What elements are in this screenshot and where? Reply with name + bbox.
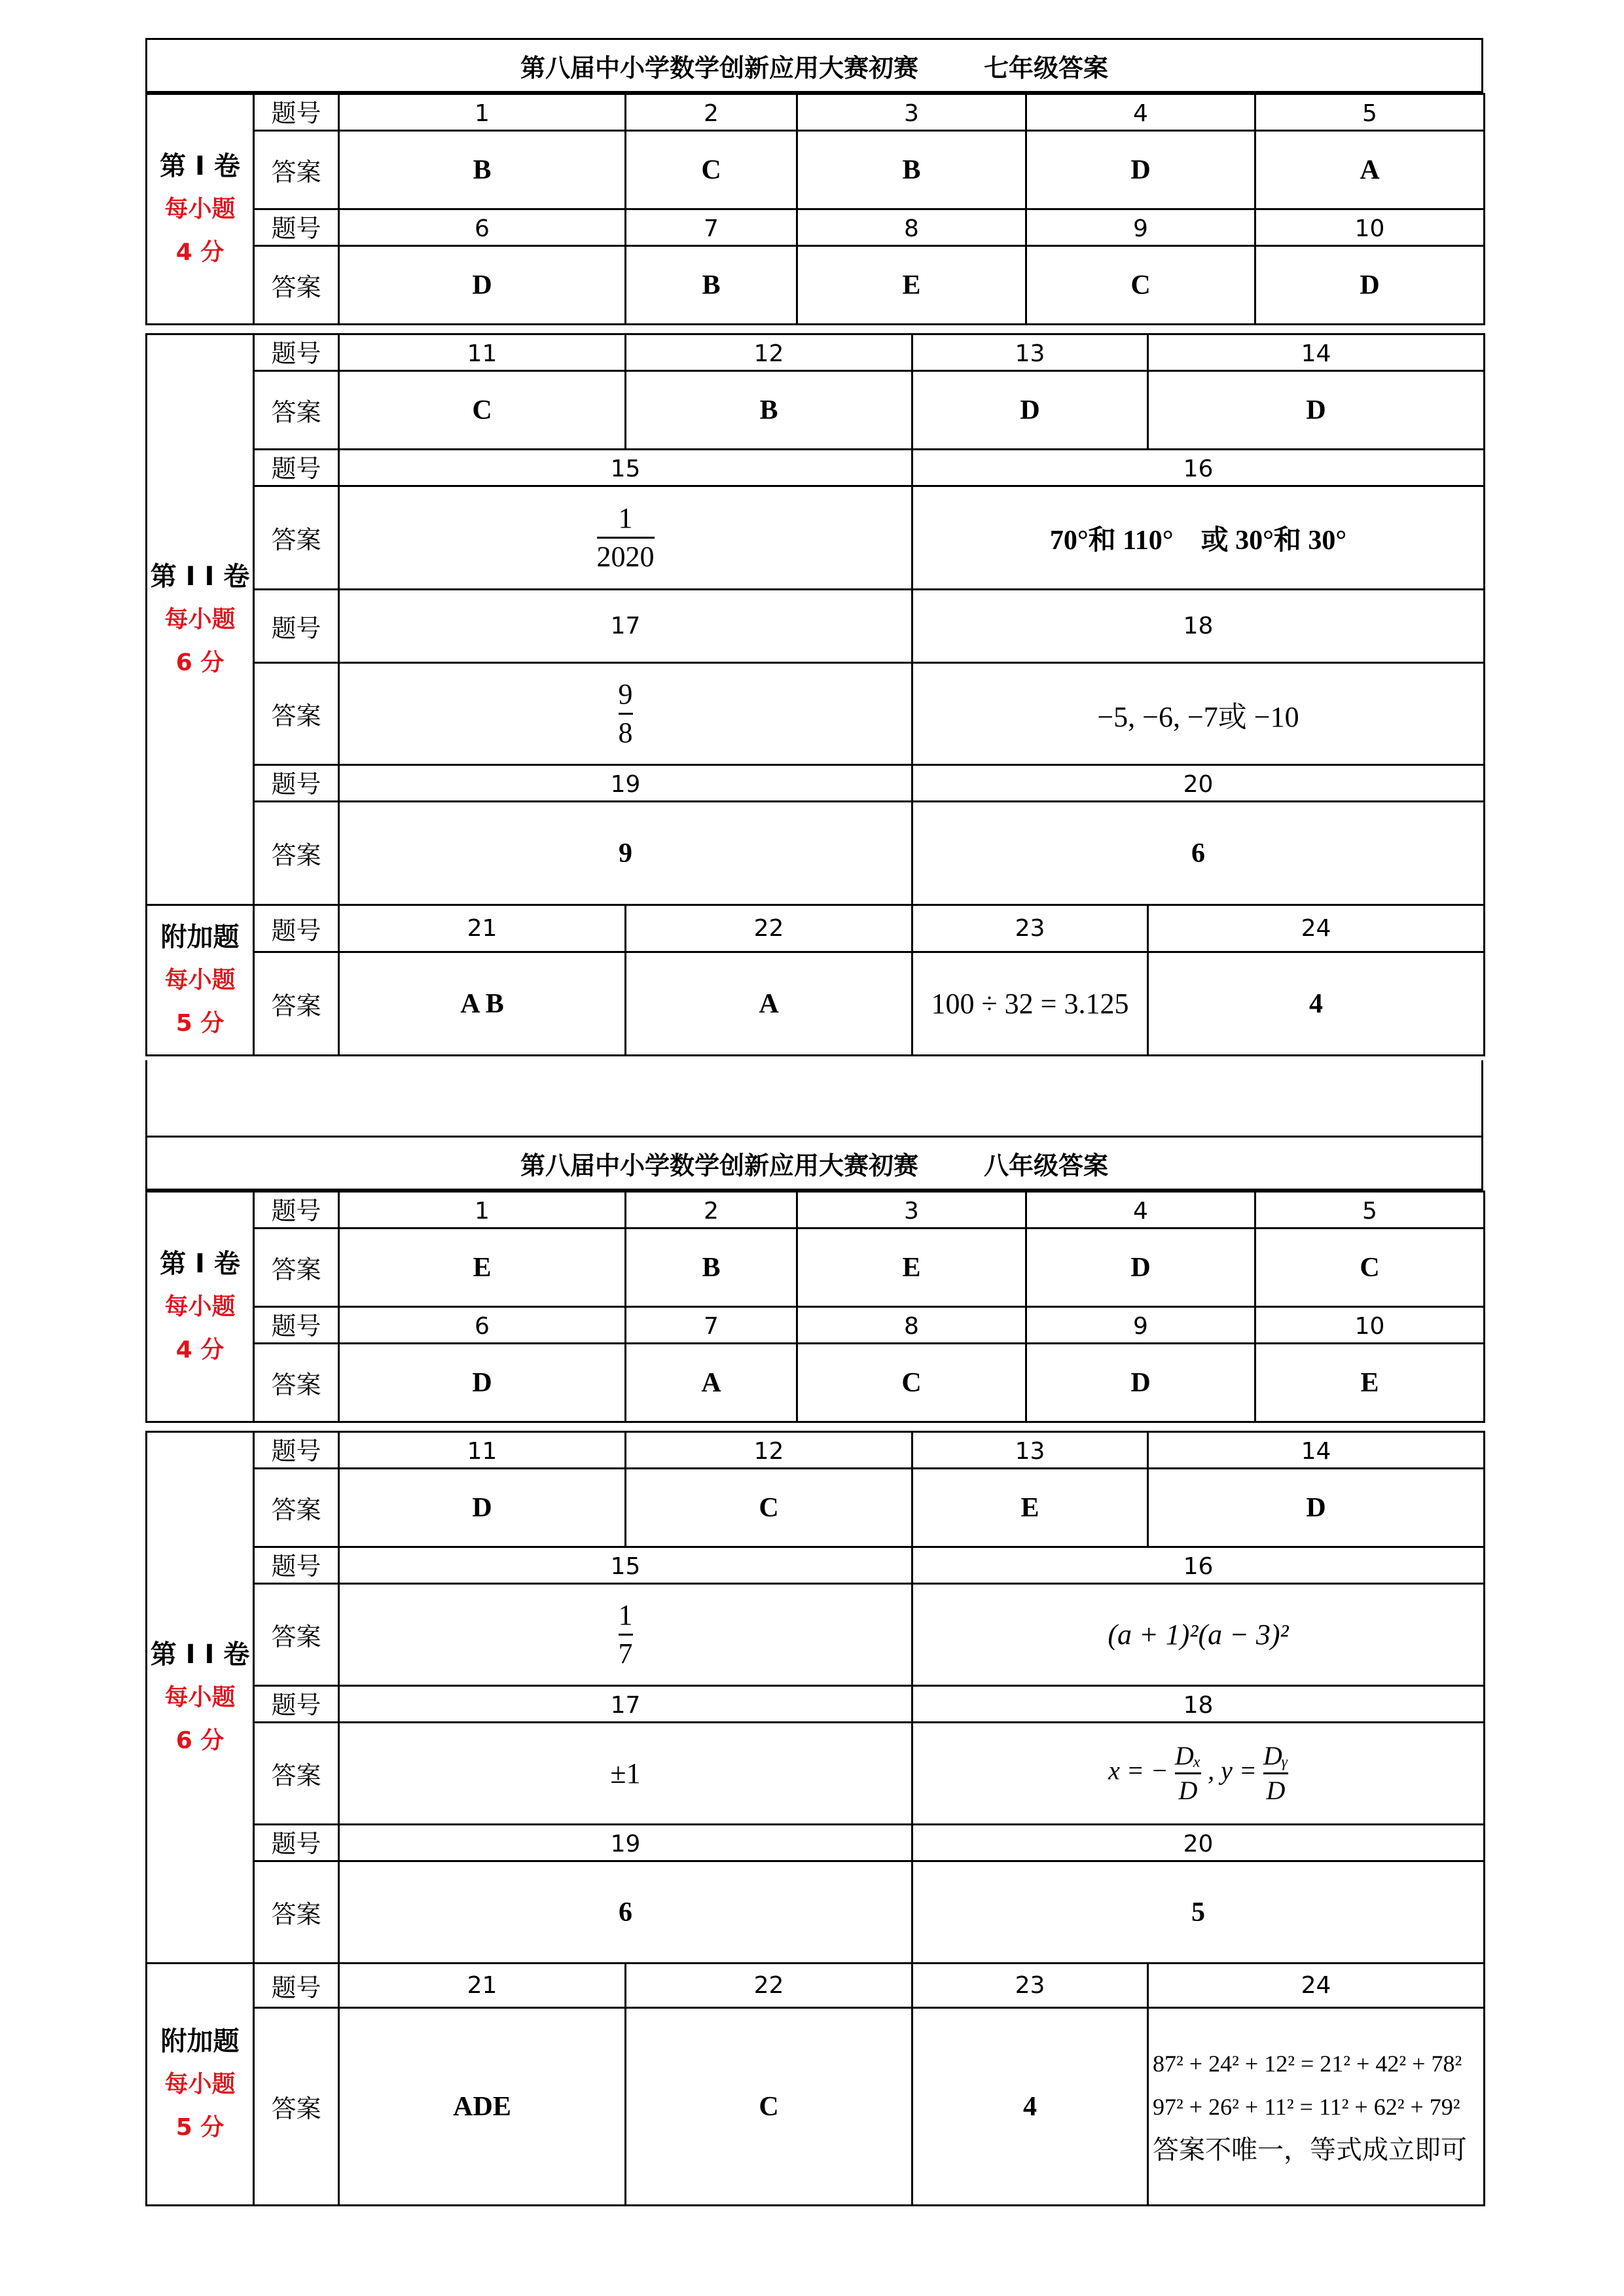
grade8-part2-table <box>145 1431 1485 2206</box>
ans-label: 答案 <box>254 1344 339 1422</box>
qn-label: 题号 <box>254 94 339 131</box>
grade8-header-table <box>145 1136 1483 1191</box>
answer-cell-24 <box>1148 2008 1485 2206</box>
question-number: 3 <box>797 94 1026 131</box>
question-number: 18 <box>912 1686 1485 1723</box>
answer-cell: 4 <box>1148 952 1485 1056</box>
answer-cell: D <box>339 246 626 325</box>
question-number: 23 <box>912 905 1148 952</box>
question-number: 4 <box>1026 1192 1255 1229</box>
grade7-part1-table <box>145 93 1485 325</box>
fraction: $\frac{1}{7}$ <box>618 1599 633 1670</box>
grade7-sheet <box>145 38 1483 1056</box>
question-number: 7 <box>626 209 797 246</box>
answer-cell: 70°和 110° 或 30°和 30° <box>912 486 1485 590</box>
ans-label: 答案 <box>254 371 339 450</box>
ans-label: 答案 <box>254 802 339 905</box>
question-number: 1 <box>339 1192 626 1229</box>
fraction: $\frac{\text{Dᵧ}}{D}$ <box>1263 1741 1288 1805</box>
question-number: 2 <box>626 94 797 131</box>
question-number: 18 <box>912 590 1485 663</box>
question-number: 2 <box>626 1192 797 1229</box>
question-number: 15 <box>339 450 912 486</box>
answer-cell: (a + 1)²(a − 3)² <box>912 1584 1485 1686</box>
question-number: 5 <box>1255 1192 1485 1229</box>
question-number: 1 <box>339 94 626 131</box>
answer-cell: A B <box>339 952 626 1056</box>
answer-cell: D <box>339 1344 626 1422</box>
qn-label: 题号 <box>254 334 339 371</box>
grade8-sheet <box>145 1136 1483 2206</box>
answer-cell: 6 <box>339 1861 912 1964</box>
question-number: 11 <box>339 1432 626 1469</box>
answer-cell: −5, −6, −7或 −10 <box>912 663 1485 765</box>
question-number: 12 <box>626 1432 912 1469</box>
question-number: 4 <box>1026 94 1255 131</box>
ans-label: 答案 <box>254 1584 339 1686</box>
answer-cell: B <box>797 131 1026 209</box>
question-number: 6 <box>339 209 626 246</box>
question-number: 14 <box>1148 1432 1485 1469</box>
answer-cell: E <box>797 246 1026 325</box>
spacer-band <box>145 1060 1483 1138</box>
answer-cell: C <box>626 131 797 209</box>
answer-cell: ±1 <box>339 1723 912 1825</box>
grade8-sec1-label: 第 I 卷 每小题 4 分 <box>147 1192 254 1422</box>
answer-cell: B <box>339 131 626 209</box>
ans-label: 答案 <box>254 131 339 209</box>
ans-label: 答案 <box>254 1723 339 1825</box>
question-number: 22 <box>626 905 912 952</box>
grade8-sec2-label: 第 I I 卷 每小题 6 分 <box>147 1432 254 1964</box>
answer-cell: D <box>1148 1469 1485 1547</box>
grade7-title: 第八届中小学数学创新应用大赛初赛 七年级答案 <box>147 39 1483 92</box>
answer-cell <box>339 663 912 765</box>
ans-label: 答案 <box>254 246 339 325</box>
question-number: 17 <box>339 590 912 663</box>
grade7-sec3-label: 附加题 每小题 5 分 <box>147 905 254 1056</box>
question-number: 10 <box>1255 1307 1485 1344</box>
answer-line: 97² + 26² + 11² = 11² + 62² + 79² <box>1153 2093 1460 2120</box>
qn-label: 题号 <box>254 1432 339 1469</box>
question-number: 11 <box>339 334 626 371</box>
answer-cell: B <box>626 371 912 450</box>
answer-cell <box>339 486 912 590</box>
fraction: $\frac{1}{2020}$ <box>596 502 655 573</box>
question-number: 9 <box>1026 1307 1255 1344</box>
question-number: 16 <box>912 1547 1485 1584</box>
answer-cell: E <box>912 1469 1148 1547</box>
question-number: 13 <box>912 1432 1148 1469</box>
question-number: 21 <box>339 1964 626 2008</box>
qn-label: 题号 <box>254 1307 339 1344</box>
answer-cell: x = − $\frac{\text{Dₓ}}{D}$ , y = $\frac{\text{Dᵧ}}{D}$ <box>912 1723 1485 1825</box>
question-number: 15 <box>339 1547 912 1584</box>
qn-label: 题号 <box>254 1686 339 1723</box>
grade8-title: 第八届中小学数学创新应用大赛初赛 八年级答案 <box>147 1137 1483 1190</box>
answer-cell: 5 <box>912 1861 1485 1964</box>
grade7-header-table <box>145 38 1483 93</box>
grade7-part2-table <box>145 333 1485 1056</box>
question-number: 10 <box>1255 209 1485 246</box>
answer-cell: C <box>339 371 626 450</box>
question-number: 3 <box>797 1192 1026 1229</box>
answer-cell: D <box>1026 1344 1255 1422</box>
grade7-sec2-label: 第 I I 卷 每小题 6 分 <box>147 334 254 905</box>
answer-cell: A <box>626 952 912 1056</box>
qn-label: 题号 <box>254 1825 339 1861</box>
question-number: 24 <box>1148 1964 1485 2008</box>
question-number: 14 <box>1148 334 1485 371</box>
question-number: 9 <box>1026 209 1255 246</box>
question-number: 13 <box>912 334 1148 371</box>
answer-cell: 100 ÷ 32 = 3.125 <box>912 952 1148 1056</box>
answer-cell: 9 <box>339 802 912 905</box>
answer-cell: C <box>1026 246 1255 325</box>
answer-cell: B <box>626 246 797 325</box>
answer-cell: ADE <box>339 2008 626 2206</box>
answer-line: 87² + 24² + 12² = 21² + 42² + 78² <box>1153 2050 1462 2077</box>
question-number: 12 <box>626 334 912 371</box>
qn-label: 题号 <box>254 1547 339 1584</box>
question-number: 23 <box>912 1964 1148 2008</box>
ans-label: 答案 <box>254 663 339 765</box>
question-number: 19 <box>339 765 912 802</box>
answer-cell: C <box>1255 1229 1485 1307</box>
qn-label: 题号 <box>254 1192 339 1229</box>
answer-cell: D <box>1148 371 1485 450</box>
grade8-part1-table <box>145 1191 1485 1423</box>
answer-cell: C <box>797 1344 1026 1422</box>
question-number: 24 <box>1148 905 1485 952</box>
answer-cell: B <box>626 1229 797 1307</box>
question-number: 7 <box>626 1307 797 1344</box>
question-number: 21 <box>339 905 626 952</box>
question-number: 16 <box>912 450 1485 486</box>
answer-cell: E <box>797 1229 1026 1307</box>
question-number: 20 <box>912 765 1485 802</box>
ans-label: 答案 <box>254 1229 339 1307</box>
answer-cell: D <box>1026 131 1255 209</box>
question-number: 8 <box>797 1307 1026 1344</box>
answer-cell: A <box>626 1344 797 1422</box>
qn-label: 题号 <box>254 1964 339 2008</box>
answer-note: 答案不唯一，等式成立即可 <box>1153 2134 1467 2164</box>
qn-label: 题号 <box>254 450 339 486</box>
answer-cell: D <box>339 1469 626 1547</box>
fraction: $\frac{\text{Dₓ}}{D}$ <box>1174 1741 1202 1805</box>
question-number: 22 <box>626 1964 912 2008</box>
answer-cell: A <box>1255 131 1485 209</box>
question-number: 6 <box>339 1307 626 1344</box>
ans-label: 答案 <box>254 952 339 1056</box>
answer-cell: D <box>912 371 1148 450</box>
qn-label: 题号 <box>254 590 339 663</box>
qn-label: 题号 <box>254 765 339 802</box>
answer-cell <box>339 1584 912 1686</box>
answer-cell: D <box>1026 1229 1255 1307</box>
answer-cell: C <box>626 2008 912 2206</box>
grade8-sec3-label: 附加题 每小题 5 分 <box>147 1964 254 2206</box>
ans-label: 答案 <box>254 486 339 590</box>
qn-label: 题号 <box>254 905 339 952</box>
answer-cell: E <box>1255 1344 1485 1422</box>
question-number: 20 <box>912 1825 1485 1861</box>
ans-label: 答案 <box>254 2008 339 2206</box>
question-number: 17 <box>339 1686 912 1723</box>
question-number: 5 <box>1255 94 1485 131</box>
fraction: $\frac{9}{8}$ <box>618 678 633 749</box>
qn-label: 题号 <box>254 209 339 246</box>
answer-cell: 6 <box>912 802 1485 905</box>
answer-cell: 4 <box>912 2008 1148 2206</box>
answer-cell: C <box>626 1469 912 1547</box>
ans-label: 答案 <box>254 1469 339 1547</box>
grade7-sec1-label: 第 I 卷 每小题 4 分 <box>147 94 254 325</box>
question-number: 8 <box>797 209 1026 246</box>
question-number: 19 <box>339 1825 912 1861</box>
answer-cell: D <box>1255 246 1485 325</box>
ans-label: 答案 <box>254 1861 339 1964</box>
answer-cell: E <box>339 1229 626 1307</box>
